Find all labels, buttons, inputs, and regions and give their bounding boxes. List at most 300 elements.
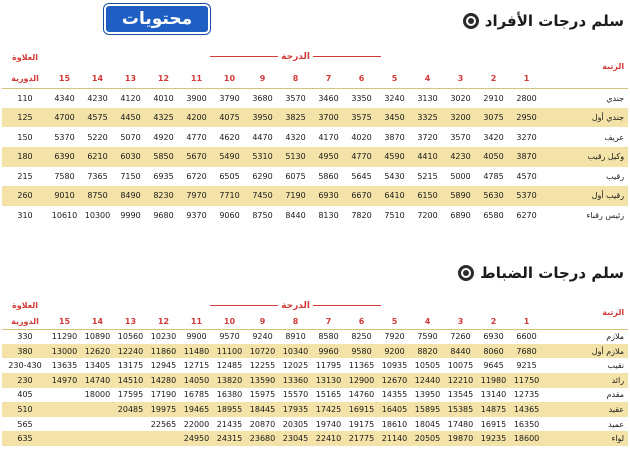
salary-cell (114, 417, 147, 432)
salary-cell: 10890 (84, 332, 111, 342)
salary-cell: 12900 (345, 373, 378, 388)
salary-cell: 22565 (150, 419, 177, 429)
salary-cell: 14740 (81, 373, 114, 388)
table-row (2, 344, 628, 359)
salary-cell: 7970 (180, 186, 213, 206)
salary-cell: 5890 (444, 186, 477, 206)
salary-cell (147, 431, 180, 446)
salary-cell: 12440 (411, 373, 444, 388)
salary-cell: 4340 (54, 93, 75, 103)
table-row (2, 147, 628, 167)
salary-cell: 8130 (318, 211, 339, 221)
salary-cell: 3075 (477, 108, 510, 128)
salary-cell: 2950 (510, 108, 543, 128)
grade-number: 10 (213, 315, 246, 330)
salary-cell: 10340 (279, 344, 312, 359)
salary-cell: 11860 (147, 344, 180, 359)
salary-cell: 10075 (447, 361, 474, 371)
grade-number: 13 (114, 315, 147, 330)
salary-cell: 3450 (378, 108, 411, 128)
salary-cell: 21435 (216, 419, 243, 429)
salary-cell: 3680 (252, 93, 273, 103)
salary-cell: 3240 (384, 93, 405, 103)
salary-cell: 9370 (186, 211, 207, 221)
salary-cell: 6210 (81, 147, 114, 167)
grade-number: 8 (279, 315, 312, 330)
bonus-cell: 215 (17, 171, 33, 181)
grade-header-text: الدرجة (281, 300, 310, 311)
salary-cell: 2910 (483, 93, 504, 103)
salary-cell: 8820 (411, 344, 444, 359)
salary-cell: 23045 (279, 431, 312, 446)
salary-cell: 3200 (444, 108, 477, 128)
salary-cell: 9570 (219, 332, 240, 342)
bonus-cell: 180 (2, 147, 48, 167)
rank-cell: عقيد (543, 402, 628, 417)
bonus-cell: 150 (17, 132, 33, 142)
individuals-title-text: سلم درجات الأفراد (484, 12, 624, 30)
salary-cell: 3700 (312, 108, 345, 128)
salary-cell: 8230 (147, 186, 180, 206)
grade-number: 5 (378, 69, 411, 89)
salary-cell: 12620 (81, 344, 114, 359)
salary-cell: 16405 (378, 402, 411, 417)
salary-cell: 4075 (213, 108, 246, 128)
salary-cell: 19175 (348, 419, 375, 429)
individuals-title (463, 10, 624, 32)
salary-cell: 17595 (117, 390, 144, 400)
salary-cell: 6580 (483, 211, 504, 221)
grade-number: 7 (312, 69, 345, 89)
salary-cell: 4620 (219, 132, 240, 142)
salary-cell: 15165 (315, 390, 342, 400)
salary-cell: 3570 (285, 93, 306, 103)
salary-cell: 14875 (477, 402, 510, 417)
salary-cell (81, 417, 114, 432)
rank-cell: مقدم (606, 390, 625, 400)
salary-cell: 14510 (114, 373, 147, 388)
salary-cell: 13130 (312, 373, 345, 388)
salary-cell: 13635 (51, 361, 78, 371)
salary-cell: 8580 (318, 332, 339, 342)
salary-cell (114, 431, 147, 446)
rank-cell: ملازم (606, 332, 625, 342)
salary-cell: 4170 (318, 132, 339, 142)
salary-cell: 9580 (345, 344, 378, 359)
bonus-cell: 110 (17, 93, 33, 103)
salary-cell: 4770 (345, 147, 378, 167)
salary-cell: 5430 (384, 171, 405, 181)
salary-cell: 13000 (48, 344, 81, 359)
salary-cell: 21140 (378, 431, 411, 446)
salary-cell: 6930 (483, 332, 504, 342)
salary-cell: 20485 (114, 402, 147, 417)
salary-cell: 11365 (348, 361, 375, 371)
bonus-cell: 310 (17, 211, 33, 221)
salary-cell: 6935 (153, 171, 174, 181)
bonus-header: العلاوة (2, 46, 48, 69)
salary-cell: 3420 (483, 132, 504, 142)
salary-cell: 6270 (516, 211, 537, 221)
grade-number: 1 (510, 69, 543, 89)
grade-number: 2 (477, 315, 510, 330)
salary-cell: 4325 (147, 108, 180, 128)
salary-cell: 8750 (252, 211, 273, 221)
salary-cell: 9680 (153, 211, 174, 221)
salary-cell: 17935 (279, 402, 312, 417)
salary-cell: 9645 (483, 361, 504, 371)
table-row (2, 431, 628, 446)
table-row (2, 167, 628, 187)
salary-cell: 13545 (447, 390, 474, 400)
rank-cell: رقيب أول (543, 186, 628, 206)
circle-bullet-icon (458, 265, 474, 281)
rank-cell: جندي أول (543, 108, 628, 128)
salary-cell: 12485 (216, 361, 243, 371)
salary-cell: 3325 (411, 108, 444, 128)
salary-cell: 13405 (84, 361, 111, 371)
bonus-header-sub: الدورية (2, 315, 48, 330)
grade-number: 10 (213, 69, 246, 89)
salary-cell: 7190 (279, 186, 312, 206)
salary-cell: 23680 (246, 431, 279, 446)
grade-number: 12 (147, 69, 180, 89)
salary-cell: 5630 (477, 186, 510, 206)
salary-cell: 14760 (348, 390, 375, 400)
bonus-cell: 635 (2, 431, 48, 446)
grade-number: 8 (279, 69, 312, 89)
rank-header: الرتبة (543, 297, 628, 329)
salary-cell: 3900 (186, 93, 207, 103)
salary-cell: 5000 (450, 171, 471, 181)
salary-cell (48, 431, 81, 446)
salary-cell: 18045 (414, 419, 441, 429)
officers-title (458, 262, 624, 284)
salary-cell: 4470 (252, 132, 273, 142)
salary-cell: 18610 (381, 419, 408, 429)
bonus-cell: 565 (17, 419, 33, 429)
salary-cell: 6290 (252, 171, 273, 181)
salary-cell (81, 431, 114, 446)
salary-cell: 2800 (516, 93, 537, 103)
salary-cell: 13950 (414, 390, 441, 400)
rank-cell: لواء (543, 431, 628, 446)
salary-cell: 3870 (384, 132, 405, 142)
bonus-cell: 125 (2, 108, 48, 128)
salary-cell: 12255 (249, 361, 276, 371)
grade-number: 14 (81, 69, 114, 89)
salary-cell: 9010 (48, 186, 81, 206)
salary-cell: 8060 (477, 344, 510, 359)
bonus-cell: 330 (17, 332, 33, 342)
salary-cell: 8490 (114, 186, 147, 206)
salary-cell: 3950 (246, 108, 279, 128)
circle-bullet-icon (463, 13, 479, 29)
salary-cell: 10300 (84, 211, 111, 221)
salary-cell: 20870 (249, 419, 276, 429)
salary-cell: 4575 (81, 108, 114, 128)
salary-cell: 7710 (213, 186, 246, 206)
bonus-cell: 230 (2, 373, 48, 388)
rank-cell: رائد (543, 373, 628, 388)
rank-cell: رقيب (606, 171, 625, 181)
salary-cell: 4450 (114, 108, 147, 128)
rank-header: الرتبة (543, 46, 628, 88)
salary-cell: 5645 (351, 171, 372, 181)
bonus-cell: 260 (2, 186, 48, 206)
grade-number: 14 (81, 315, 114, 330)
salary-cell: 19235 (477, 431, 510, 446)
salary-cell: 4770 (186, 132, 207, 142)
salary-cell: 5370 (54, 132, 75, 142)
salary-cell: 8750 (81, 186, 114, 206)
salary-cell: 12735 (513, 390, 540, 400)
salary-cell: 4590 (378, 147, 411, 167)
salary-cell: 13360 (279, 373, 312, 388)
salary-cell: 11100 (213, 344, 246, 359)
salary-cell: 6150 (411, 186, 444, 206)
salary-cell: 18445 (246, 402, 279, 417)
salary-cell: 5070 (120, 132, 141, 142)
salary-cell: 11290 (51, 332, 78, 342)
salary-cell: 14050 (180, 373, 213, 388)
salary-cell: 4570 (516, 171, 537, 181)
salary-cell: 15975 (249, 390, 276, 400)
salary-cell: 8440 (444, 344, 477, 359)
salary-cell: 5670 (180, 147, 213, 167)
grade-header-text: الدرجة (281, 52, 310, 63)
grade-number: 15 (48, 69, 81, 89)
salary-cell: 17425 (312, 402, 345, 417)
table-row (2, 206, 628, 226)
grade-number: 6 (345, 69, 378, 89)
grade-number: 4 (411, 315, 444, 330)
salary-cell: 5370 (510, 186, 543, 206)
table-row (2, 388, 628, 403)
salary-cell: 3825 (279, 108, 312, 128)
salary-cell: 19740 (315, 419, 342, 429)
salary-cell: 15895 (411, 402, 444, 417)
salary-cell: 15570 (282, 390, 309, 400)
officers-table (2, 297, 628, 446)
salary-cell: 13590 (246, 373, 279, 388)
salary-cell: 6890 (450, 211, 471, 221)
salary-cell: 9240 (252, 332, 273, 342)
rank-cell: ملازم أول (543, 344, 628, 359)
grade-number: 2 (477, 69, 510, 89)
salary-cell: 13140 (480, 390, 507, 400)
salary-cell: 4410 (411, 147, 444, 167)
salary-cell: 14365 (510, 402, 543, 417)
table-row (2, 358, 628, 373)
bonus-cell: 510 (2, 402, 48, 417)
salary-cell: 17190 (150, 390, 177, 400)
grade-number: 12 (147, 315, 180, 330)
salary-cell: 12945 (150, 361, 177, 371)
rank-cell: عميد (608, 419, 625, 429)
grade-number: 9 (246, 69, 279, 89)
salary-cell: 9200 (378, 344, 411, 359)
grade-number: 15 (48, 315, 81, 330)
salary-cell: 15385 (444, 402, 477, 417)
salary-cell: 16350 (513, 419, 540, 429)
bonus-cell: 380 (2, 344, 48, 359)
salary-cell: 7450 (246, 186, 279, 206)
salary-cell: 13175 (117, 361, 144, 371)
salary-cell: 3270 (516, 132, 537, 142)
salary-cell: 4700 (48, 108, 81, 128)
salary-cell: 5130 (279, 147, 312, 167)
salary-cell: 4230 (444, 147, 477, 167)
salary-cell: 9900 (186, 332, 207, 342)
grade-number: 4 (411, 69, 444, 89)
salary-cell: 16915 (480, 419, 507, 429)
salary-cell: 11750 (510, 373, 543, 388)
salary-cell: 18600 (510, 431, 543, 446)
salary-cell: 10560 (117, 332, 144, 342)
salary-cell: 16380 (216, 390, 243, 400)
salary-cell: 4020 (351, 132, 372, 142)
salary-cell: 16785 (183, 390, 210, 400)
salary-cell: 8910 (285, 332, 306, 342)
individuals-table (2, 46, 628, 225)
salary-cell (48, 402, 81, 417)
salary-cell: 10610 (51, 211, 78, 221)
salary-cell: 4950 (312, 147, 345, 167)
grade-number: 13 (114, 69, 147, 89)
table-row (2, 108, 628, 128)
salary-cell: 4200 (180, 108, 213, 128)
salary-cell: 7510 (384, 211, 405, 221)
salary-cell: 11980 (477, 373, 510, 388)
salary-cell: 9990 (120, 211, 141, 221)
salary-cell: 8440 (285, 211, 306, 221)
salary-cell: 5860 (318, 171, 339, 181)
rank-cell: جندي (606, 93, 625, 103)
grade-number: 7 (312, 315, 345, 330)
salary-cell: 10935 (381, 361, 408, 371)
salary-cell: 17480 (447, 419, 474, 429)
salary-cell: 12670 (378, 373, 411, 388)
grade-number: 6 (345, 315, 378, 330)
salary-cell (48, 417, 81, 432)
table-row (2, 373, 628, 388)
salary-cell: 6390 (48, 147, 81, 167)
salary-cell: 7365 (87, 171, 108, 181)
salary-cell: 18955 (213, 402, 246, 417)
table-row (2, 186, 628, 206)
salary-cell: 3575 (345, 108, 378, 128)
grade-number: 3 (444, 315, 477, 330)
salary-cell: 12240 (114, 344, 147, 359)
salary-cell: 4785 (483, 171, 504, 181)
salary-cell: 5490 (213, 147, 246, 167)
salary-cell: 6030 (114, 147, 147, 167)
salary-cell: 5310 (246, 147, 279, 167)
salary-cell: 10230 (150, 332, 177, 342)
salary-cell: 6075 (285, 171, 306, 181)
salary-cell: 14970 (48, 373, 81, 388)
salary-cell: 22000 (183, 419, 210, 429)
rank-cell: نقيب (607, 361, 625, 371)
salary-cell: 6505 (219, 171, 240, 181)
salary-cell: 11480 (180, 344, 213, 359)
grade-header (48, 297, 543, 315)
salary-cell: 8250 (351, 332, 372, 342)
salary-cell: 3790 (219, 93, 240, 103)
salary-cell: 3130 (417, 93, 438, 103)
salary-cell: 10505 (414, 361, 441, 371)
salary-cell: 14355 (381, 390, 408, 400)
table-row (2, 127, 628, 147)
salary-cell: 4050 (477, 147, 510, 167)
contents-badge[interactable]: محتويات (104, 4, 210, 34)
rank-cell: رئيس رقباء (586, 211, 625, 221)
bonus-header-sub: الدورية (2, 69, 48, 89)
grade-number: 11 (180, 69, 213, 89)
rank-cell: عريف (604, 132, 625, 142)
bonus-cell: 405 (17, 390, 33, 400)
officers-title-text: سلم درجات الضباط (480, 264, 624, 282)
salary-cell: 18000 (84, 390, 111, 400)
salary-cell: 13820 (213, 373, 246, 388)
salary-cell: 4920 (153, 132, 174, 142)
salary-cell: 7150 (120, 171, 141, 181)
salary-cell: 4120 (120, 93, 141, 103)
salary-cell: 7590 (417, 332, 438, 342)
bonus-cell: 230-430 (8, 361, 42, 371)
salary-cell: 4010 (153, 93, 174, 103)
salary-cell: 4320 (285, 132, 306, 142)
salary-cell: 7820 (351, 211, 372, 221)
grade-number: 1 (510, 315, 543, 330)
salary-cell: 9060 (219, 211, 240, 221)
table-row (2, 329, 628, 344)
salary-cell: 14280 (147, 373, 180, 388)
table-row (2, 88, 628, 108)
table-row (2, 402, 628, 417)
salary-cell: 9960 (312, 344, 345, 359)
salary-cell: 6720 (186, 171, 207, 181)
bonus-header: العلاوة (2, 297, 48, 315)
salary-cell: 7580 (54, 171, 75, 181)
salary-cell: 19465 (180, 402, 213, 417)
salary-cell: 6930 (312, 186, 345, 206)
salary-cell: 21775 (345, 431, 378, 446)
salary-cell: 22410 (312, 431, 345, 446)
grade-number: 5 (378, 315, 411, 330)
salary-cell: 7920 (384, 332, 405, 342)
salary-cell (48, 388, 81, 403)
salary-cell: 12025 (282, 361, 309, 371)
grade-number: 3 (444, 69, 477, 89)
salary-cell: 9215 (516, 361, 537, 371)
salary-cell: 16915 (345, 402, 378, 417)
grade-number: 11 (180, 315, 213, 330)
salary-cell: 12715 (183, 361, 210, 371)
salary-cell: 3460 (318, 93, 339, 103)
salary-cell: 6670 (345, 186, 378, 206)
salary-cell: 5220 (87, 132, 108, 142)
salary-cell: 4230 (87, 93, 108, 103)
salary-cell: 3020 (450, 93, 471, 103)
salary-cell: 5215 (417, 171, 438, 181)
salary-cell: 3870 (510, 147, 543, 167)
salary-cell: 3350 (351, 93, 372, 103)
grade-number: 9 (246, 315, 279, 330)
salary-cell: 24315 (213, 431, 246, 446)
salary-cell: 7260 (450, 332, 471, 342)
